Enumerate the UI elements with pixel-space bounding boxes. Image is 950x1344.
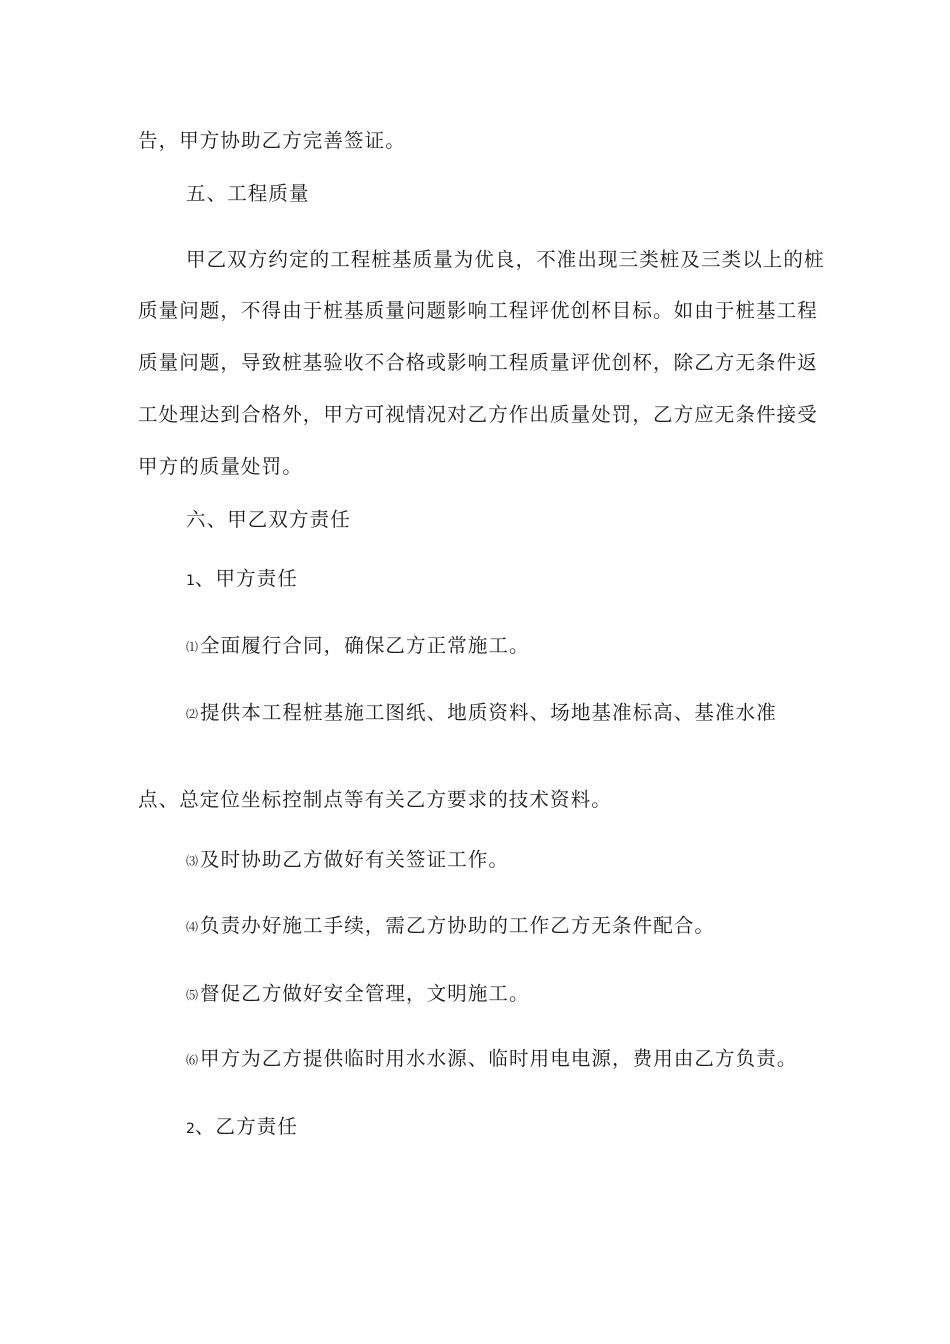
continuation-text: 告，甲方协助乙方完善签证。 <box>138 129 406 152</box>
item-number: ⑴ <box>186 640 199 654</box>
section-5-heading: 五、工程质量 <box>186 182 310 205</box>
section-5-paragraph-line-1: 甲乙双方约定的工程桩基质量为优良，不准出现三类桩及三类以上的桩 <box>186 248 825 271</box>
party-a-item-5 <box>186 981 530 1008</box>
party-a-item-2-continuation: 点、总定位坐标控制点等有关乙方要求的技术资料。 <box>138 788 612 811</box>
party-a-item-4 <box>186 913 715 940</box>
section-5-paragraph-line-5: 甲方的质量处罚。 <box>138 455 303 478</box>
party-a-item-3 <box>186 847 509 874</box>
party-a-item-6 <box>186 1046 797 1073</box>
party-a-title: 、甲方责任 <box>194 567 298 590</box>
party-a-item-1 <box>186 633 530 660</box>
section-5-paragraph-line-2: 质量问题，不得由于桩基质量问题影响工程评优创杯目标。如由于桩基工程 <box>138 299 818 322</box>
item-number: ⑸ <box>186 988 199 1002</box>
item-number: ⑶ <box>186 854 199 868</box>
item-number: ⑹ <box>186 1053 199 1067</box>
item-text: 全面履行合同，确保乙方正常施工。 <box>200 634 530 657</box>
item-text: 督促乙方做好安全管理，文明施工。 <box>200 982 530 1005</box>
party-b-number: 2 <box>186 1121 195 1137</box>
item-number: ⑷ <box>186 920 199 934</box>
section-5-paragraph-line-4: 工处理达到合格外，甲方可视情况对乙方作出质量处罚，乙方应无条件接受 <box>138 403 818 426</box>
section-6-heading: 六、甲乙双方责任 <box>186 508 351 531</box>
party-a-item-2 <box>186 700 777 727</box>
party-a-number: 1 <box>186 573 195 589</box>
section-5-paragraph-line-3: 质量问题，导致桩基验收不合格或影响工程质量评优创杯，除乙方无条件返 <box>138 351 818 374</box>
item-text: 负责办好施工手续，需乙方协助的工作乙方无条件配合。 <box>200 914 716 937</box>
item-text: 及时协助乙方做好有关签证工作。 <box>200 848 510 871</box>
party-b-title: 、乙方责任 <box>194 1115 298 1138</box>
party-a-heading <box>186 566 298 594</box>
item-text: 提供本工程桩基施工图纸、地质资料、场地基准标高、基准水准 <box>200 701 777 724</box>
item-number: ⑵ <box>186 707 199 721</box>
party-b-heading <box>186 1114 298 1142</box>
item-text: 甲方为乙方提供临时用水水源、临时用电电源，费用由乙方负责。 <box>200 1047 798 1070</box>
